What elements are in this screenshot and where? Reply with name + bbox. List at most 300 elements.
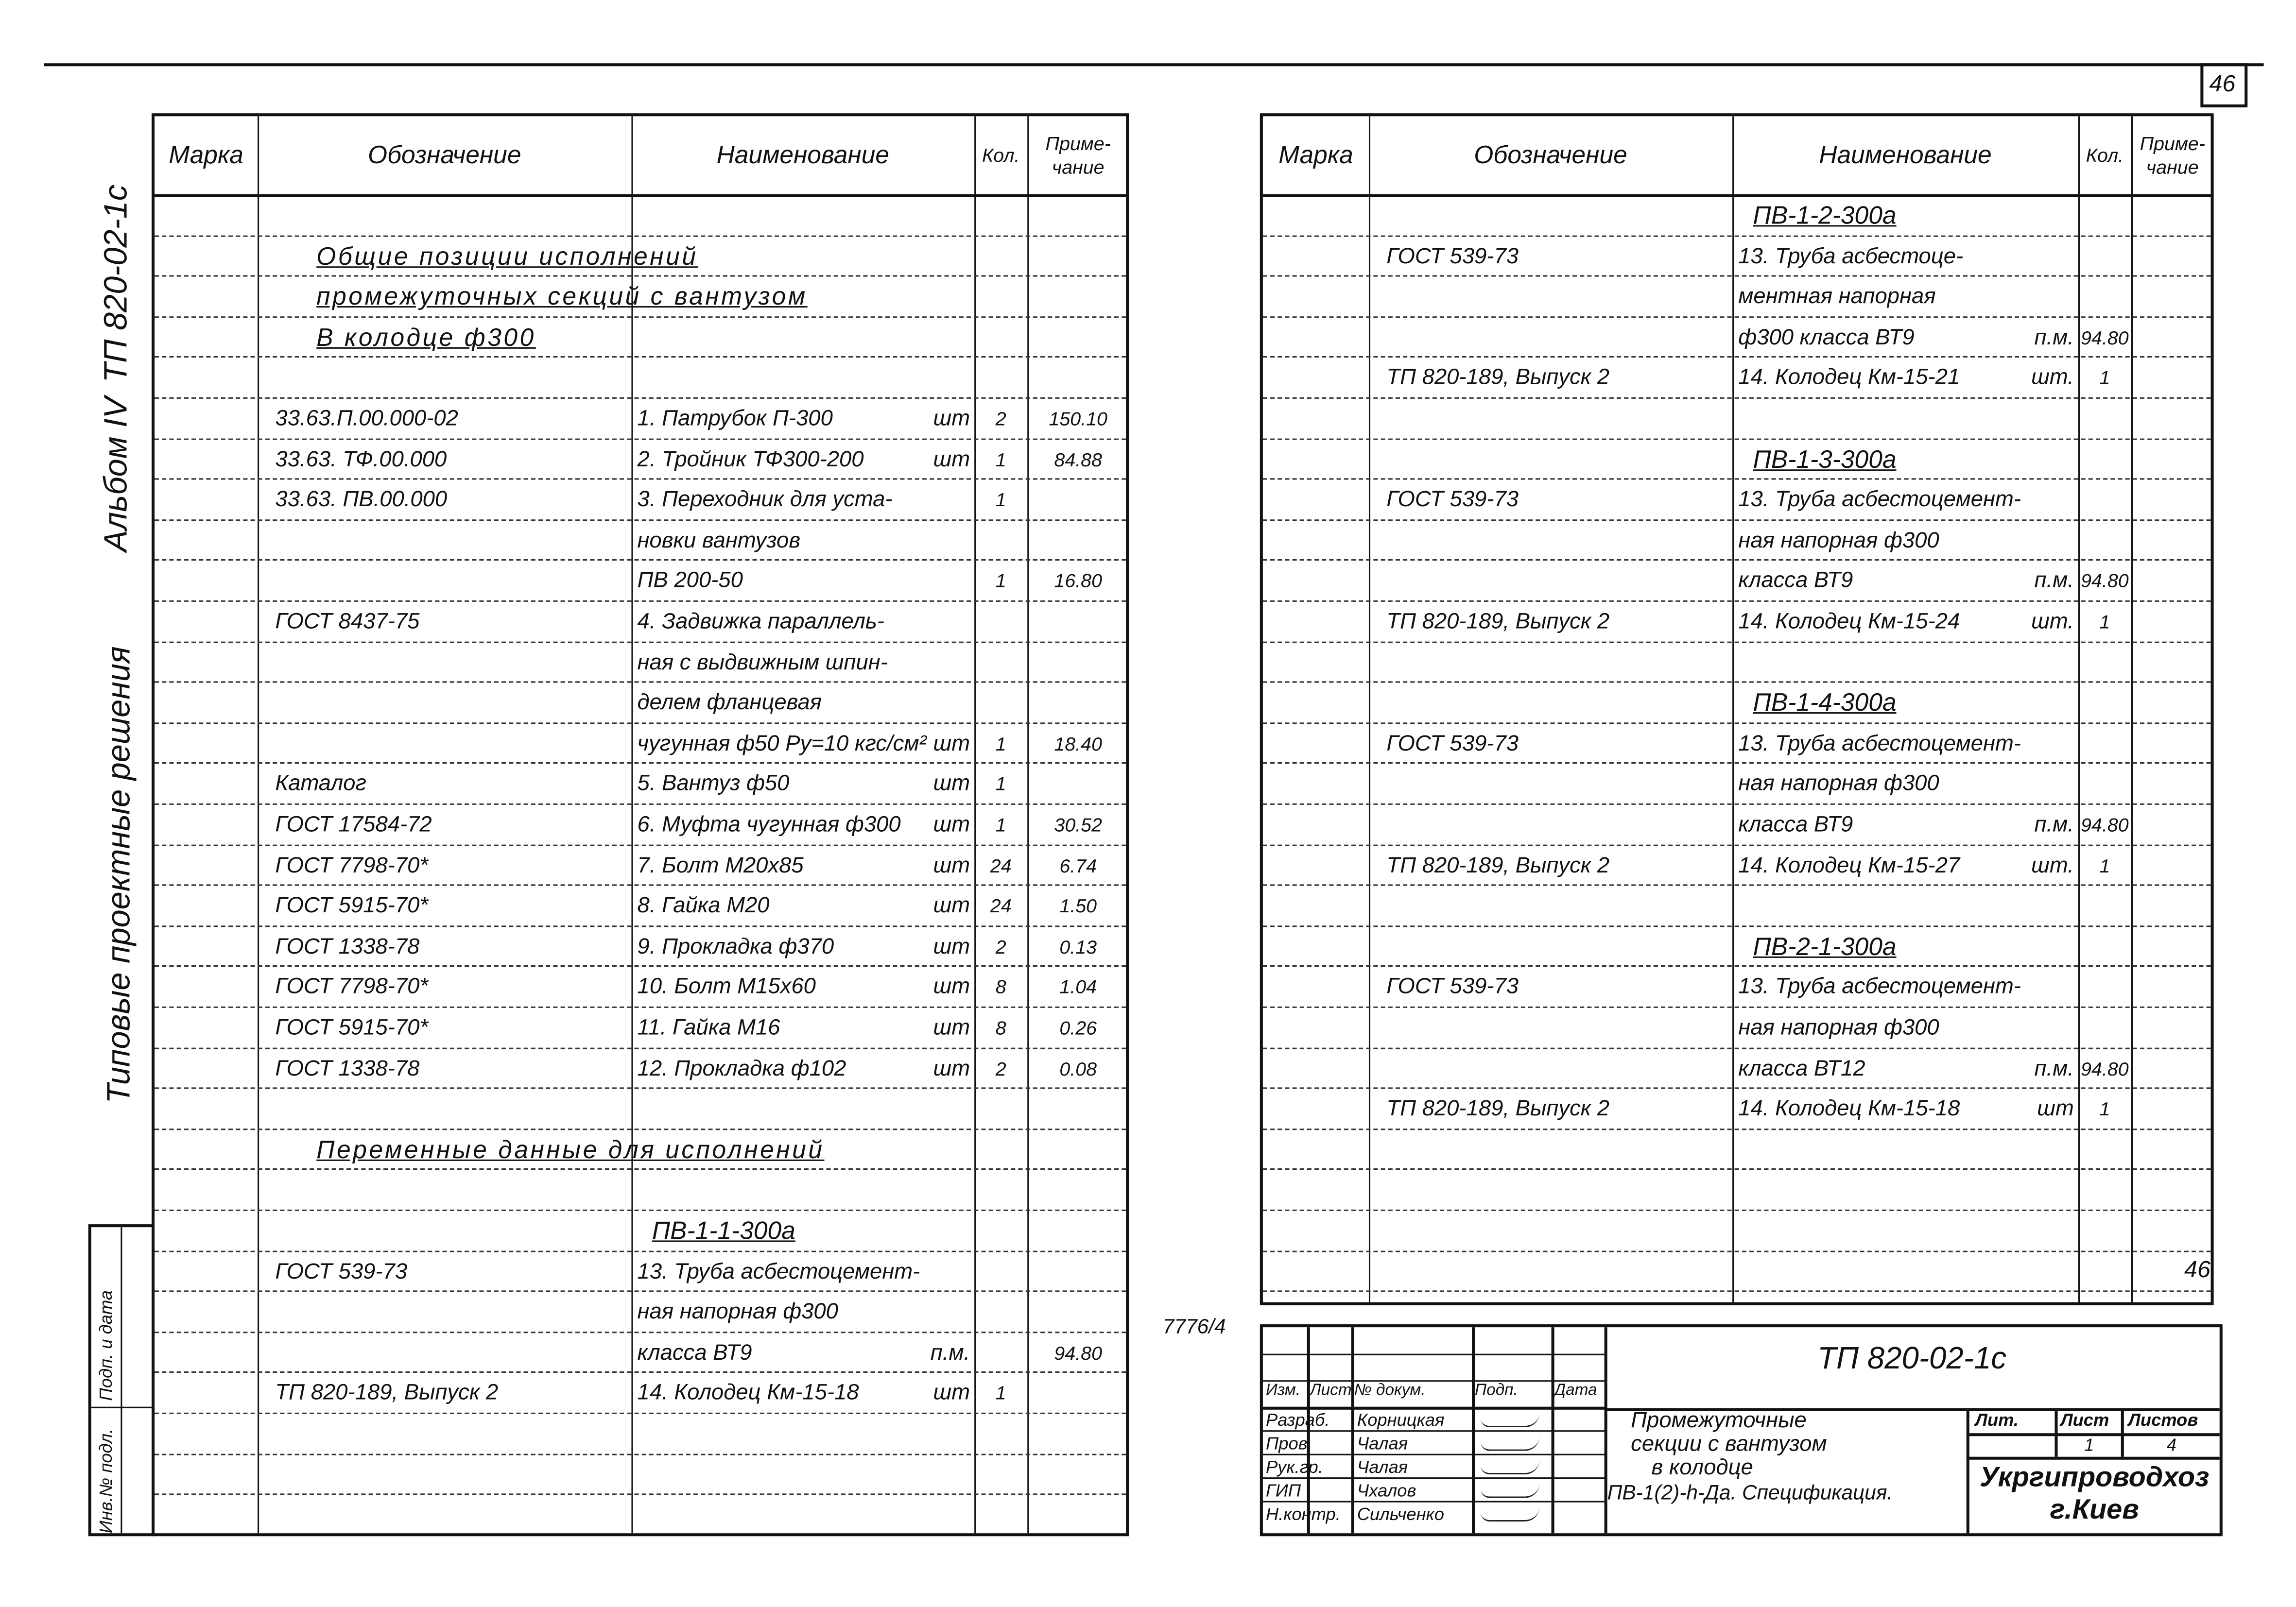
frame-top-line <box>44 63 2264 66</box>
cell-quantity: 94.80 <box>2081 814 2129 836</box>
signer-name: Чалая <box>1357 1456 1408 1478</box>
table-row <box>155 1453 1126 1495</box>
signer-role: Рук.гр. <box>1265 1456 1323 1478</box>
cell-quantity <box>2078 1250 2131 1291</box>
cell-quantity: 1 <box>995 773 1006 795</box>
sheets-label: Листов <box>2128 1409 2198 1431</box>
cell-note <box>1027 1413 1129 1453</box>
grid-divider <box>1263 1477 1605 1479</box>
grid-divider <box>1263 1454 1605 1455</box>
cell-name: 14. Колодец Км-15-27 <box>1738 853 1960 878</box>
title-line: в колодце <box>1651 1455 1753 1481</box>
table-row <box>155 519 1126 562</box>
grid-divider <box>1263 1354 1605 1355</box>
cell-designation: ГОСТ 539-73 <box>1386 974 1519 1000</box>
cell-unit <box>1732 275 2074 316</box>
cell-name: чугунная ф50 Ру=10 кгс/см² <box>637 731 927 756</box>
cell-note <box>2131 397 2214 438</box>
lit-label: Лит. <box>1975 1409 2019 1431</box>
cell-note <box>1027 519 1129 560</box>
cell-note <box>2131 275 2214 316</box>
grid-divider <box>1263 1501 1605 1503</box>
cell-unit <box>631 519 970 560</box>
table-row <box>155 235 1126 277</box>
table-header <box>155 116 1126 197</box>
cell-name: 13. Труба асбестоцемент- <box>1738 487 2021 513</box>
cell-name: ПВ-1-3-300а <box>1753 445 1897 474</box>
cell-unit: шт <box>933 771 970 797</box>
cell-note <box>2131 194 2214 235</box>
cell-quantity <box>2078 519 2131 560</box>
table-row <box>1263 1088 2211 1130</box>
cell-designation: ГОСТ 5915-70* <box>275 893 429 919</box>
sheet-value: 1 <box>2084 1435 2094 1455</box>
table-row <box>1263 1007 2211 1049</box>
section-heading: промежуточных секций с вантузом <box>316 283 808 311</box>
title-line: ПВ-1(2)-h-Да. Спецификация. <box>1607 1480 1893 1504</box>
cell-unit: шт <box>933 1381 970 1406</box>
cell-name: 13. Труба асбестоцемент- <box>1738 731 2021 756</box>
table-row <box>155 1169 1126 1211</box>
cell-note <box>1027 1088 1129 1128</box>
revision-col-header: № докум. <box>1354 1382 1426 1400</box>
table-row <box>155 438 1126 480</box>
table-header <box>1263 116 2211 197</box>
cell-unit <box>631 1291 970 1332</box>
table-row <box>1263 885 2211 927</box>
side-stamp-box <box>88 1224 155 1536</box>
cell-note: 150.10 <box>1049 408 1107 430</box>
table-row <box>1263 722 2211 765</box>
table-row <box>155 316 1126 359</box>
cell-quantity <box>974 1169 1027 1210</box>
cell-note <box>1027 600 1129 641</box>
cell-name: ная напорная ф300 <box>1738 1015 1939 1041</box>
table-row <box>155 844 1126 886</box>
org-name: Укргипроводхоз <box>1980 1462 2210 1494</box>
cell-designation: ТП 820-189, Выпуск 2 <box>275 1381 499 1406</box>
cell-unit: шт <box>933 1056 970 1081</box>
cell-designation: ГОСТ 17584-72 <box>275 812 432 838</box>
cell-note <box>2131 600 2214 641</box>
signature-mark <box>1481 1505 1539 1522</box>
table-row <box>1263 600 2211 643</box>
cell-quantity: 1 <box>995 732 1006 755</box>
cell-note <box>2131 316 2214 357</box>
cell-note <box>2131 1007 2214 1047</box>
signature-mark <box>1481 1482 1539 1498</box>
cell-name: ПВ 200-50 <box>637 568 743 594</box>
cell-quantity <box>2078 397 2131 438</box>
cell-unit <box>1732 722 2074 763</box>
page-number-box <box>2200 63 2247 107</box>
table-row <box>1263 275 2211 318</box>
cell-designation: 33.63. ПВ.00.000 <box>275 487 448 513</box>
organization <box>1969 1463 2220 1527</box>
cell-name: 9. Прокладка ф370 <box>637 934 834 959</box>
cell-quantity <box>974 600 1027 641</box>
cell-quantity: 94.80 <box>2081 326 2129 349</box>
cell-name: 13. Труба асбестоцемент- <box>637 1259 920 1284</box>
cell-quantity: 1 <box>2099 854 2110 877</box>
cell-quantity <box>974 194 1027 235</box>
signature-mark <box>1481 1435 1539 1451</box>
cell-quantity: 94.80 <box>2081 1057 2129 1080</box>
cell-name: ная с выдвижным шпин- <box>637 650 888 675</box>
cell-designation: ГОСТ 539-73 <box>275 1259 408 1284</box>
cell-note <box>2131 722 2214 763</box>
header-primechanie: Приме-чание <box>2140 132 2205 177</box>
table-row <box>1263 1169 2211 1211</box>
cell-name: 14. Колодец Км-15-21 <box>1738 365 1960 391</box>
cell-quantity: 1 <box>995 448 1006 471</box>
cell-quantity <box>2078 925 2131 966</box>
table-row <box>1263 316 2211 359</box>
table-row <box>1263 1047 2211 1089</box>
cell-quantity <box>974 1332 1027 1372</box>
cell-note <box>2131 1128 2214 1169</box>
table-row <box>155 682 1126 724</box>
table-row <box>155 397 1126 440</box>
cell-quantity <box>974 1413 1027 1453</box>
cell-designation: ГОСТ 1338-78 <box>275 934 420 959</box>
cell-quantity <box>2078 641 2131 682</box>
cell-name: 13. Труба асбестоце- <box>1738 243 1964 269</box>
table-row <box>1263 966 2211 1008</box>
header-marka: Марка <box>1278 140 1353 169</box>
cell-note <box>2131 1169 2214 1210</box>
cell-name: ная напорная ф300 <box>1738 528 1939 553</box>
cell-name: ПВ-2-1-300а <box>1753 932 1897 961</box>
sheets-value: 4 <box>2166 1435 2176 1455</box>
cell-designation: ГОСТ 5915-70* <box>275 1015 429 1041</box>
cell-name: 5. Вантуз ф50 <box>637 771 790 797</box>
cell-name: делем фланцевая <box>637 690 822 716</box>
sheet-label: Лист <box>2060 1409 2109 1431</box>
cell-unit: шт <box>933 446 970 472</box>
cell-unit: п.м. <box>2034 812 2074 838</box>
cell-unit: шт <box>933 853 970 878</box>
cell-quantity <box>974 682 1027 722</box>
cell-note <box>1027 1169 1129 1210</box>
cell-unit: шт <box>933 974 970 1000</box>
cell-quantity: 1 <box>995 570 1006 592</box>
cell-unit: п.м. <box>2034 1056 2074 1081</box>
signer-role: Н.контр. <box>1265 1504 1341 1525</box>
cell-quantity <box>2078 1169 2131 1210</box>
cell-unit <box>1732 235 2074 275</box>
cell-quantity <box>974 641 1027 682</box>
section-heading: В колодце ф300 <box>316 323 536 352</box>
cell-note <box>2131 925 2214 966</box>
table-row <box>155 1088 1126 1130</box>
cell-quantity <box>974 1210 1027 1250</box>
cell-note: 0.13 <box>1059 935 1097 958</box>
table-row <box>155 1332 1126 1374</box>
cell-name: 13. Труба асбестоцемент- <box>1738 974 2021 1000</box>
table-row <box>1263 357 2211 399</box>
cell-quantity <box>2078 682 2131 722</box>
cell-designation: ГОСТ 539-73 <box>1386 243 1519 269</box>
cell-name: ная напорная ф300 <box>1738 771 1939 797</box>
cell-unit: шт. <box>2031 365 2074 391</box>
cell-quantity <box>2078 966 2131 1007</box>
cell-note <box>2131 966 2214 1007</box>
cell-unit <box>631 560 970 600</box>
cell-designation: ГОСТ 539-73 <box>1386 731 1519 756</box>
revision-col-header: Дата <box>1554 1382 1597 1400</box>
cell-quantity <box>974 1088 1027 1128</box>
grid-divider <box>1263 1430 1605 1432</box>
cell-name: 14. Колодец Км-15-18 <box>637 1381 859 1406</box>
table-row <box>155 479 1126 521</box>
table-row <box>1263 641 2211 683</box>
table-row <box>155 1007 1126 1049</box>
cell-name: 6. Муфта чугунная ф300 <box>637 812 901 838</box>
cell-note <box>2131 235 2214 275</box>
cell-note <box>1027 357 1129 397</box>
cell-designation: ТП 820-189, Выпуск 2 <box>1386 609 1610 634</box>
cell-note <box>1027 1453 1129 1494</box>
cell-note <box>2131 560 2214 600</box>
cell-note: 84.88 <box>1054 448 1103 471</box>
cell-unit: п.м. <box>2034 568 2074 594</box>
cell-unit: шт <box>933 731 970 756</box>
cell-note <box>2131 1210 2214 1250</box>
title-line: Промежуточные <box>1631 1408 1807 1434</box>
cell-unit: шт. <box>2031 853 2074 878</box>
cell-quantity: 2 <box>995 935 1006 958</box>
table-row <box>155 1291 1126 1333</box>
cell-name: 7. Болт М20х85 <box>637 853 804 878</box>
revision-col-header: Лист <box>1310 1382 1352 1400</box>
table-row <box>155 275 1126 318</box>
cell-name: ментная напорная <box>1738 284 1936 309</box>
cell-quantity: 1 <box>995 814 1006 836</box>
cell-quantity <box>2078 1007 2131 1047</box>
stray-note: 7776/4 <box>1162 1314 1226 1338</box>
title-text <box>1607 1408 1893 1504</box>
cell-name: 1. Патрубок П-300 <box>637 406 833 431</box>
cell-name: 12. Прокладка ф102 <box>637 1056 846 1081</box>
table-row <box>1263 397 2211 440</box>
cell-name: ПВ-1-2-300а <box>1753 201 1897 230</box>
cell-note <box>1027 641 1129 682</box>
cell-quantity: 2 <box>995 408 1006 430</box>
cell-note <box>1027 1372 1129 1413</box>
table-row <box>1263 519 2211 562</box>
page-number: 46 <box>2209 72 2236 97</box>
cell-note: 6.74 <box>1059 854 1097 877</box>
cell-note <box>2131 438 2214 479</box>
cell-quantity <box>2078 1128 2131 1169</box>
cell-name: 11. Гайка М16 <box>637 1015 780 1041</box>
series-title: Типовые проектные решения <box>100 646 137 1104</box>
cell-note <box>2131 763 2214 804</box>
header-primechanie: Приме-чание <box>1045 132 1111 177</box>
cell-unit: шт <box>2037 1096 2074 1122</box>
signer-role: Разраб. <box>1265 1409 1330 1431</box>
cell-note <box>2131 479 2214 519</box>
cell-name: класса ВТ9 <box>637 1340 752 1366</box>
cell-name: 2. Тройник ТФ300-200 <box>637 446 864 472</box>
cell-quantity <box>2078 194 2131 235</box>
cell-note <box>1027 682 1129 722</box>
signer-name: Чалая <box>1357 1433 1408 1454</box>
cell-unit <box>631 1250 970 1291</box>
cell-note <box>2131 804 2214 844</box>
cell-designation: 33.63.П.00.000-02 <box>275 406 458 431</box>
section-heading: Переменные данные для исполнений <box>316 1135 825 1164</box>
cell-name: 8. Гайка М20 <box>637 893 770 919</box>
cell-unit <box>1732 966 2074 1007</box>
cell-quantity <box>974 1291 1027 1332</box>
cell-unit: п.м. <box>2034 325 2074 350</box>
table-row <box>155 1372 1126 1414</box>
cell-note <box>1027 194 1129 235</box>
cell-name: 4. Задвижка параллель- <box>637 609 884 634</box>
table-row <box>1263 1210 2211 1252</box>
table-row <box>155 641 1126 683</box>
table-row <box>155 966 1126 1008</box>
cell-designation: ГОСТ 7798-70* <box>275 853 429 878</box>
table-row <box>155 763 1126 805</box>
cell-name: класса ВТ12 <box>1738 1056 1865 1081</box>
cell-name: ная напорная ф300 <box>637 1299 838 1325</box>
cell-quantity <box>2078 438 2131 479</box>
cell-note <box>2131 1047 2214 1088</box>
cell-unit: шт <box>933 1015 970 1041</box>
cell-name: класса ВТ9 <box>1738 812 1853 838</box>
cell-note <box>1027 1291 1129 1332</box>
revision-grid <box>1263 1327 1605 1533</box>
header-kol: Кол. <box>982 143 1020 166</box>
cell-quantity: 94.80 <box>2081 570 2129 592</box>
table-row <box>1263 1250 2211 1292</box>
cell-note: 16.80 <box>1054 570 1103 592</box>
table-row <box>1263 235 2211 277</box>
cell-note: 30.52 <box>1054 814 1103 836</box>
org-city: г.Киев <box>2050 1495 2139 1526</box>
cell-quantity <box>2078 275 2131 316</box>
cell-name: класса ВТ9 <box>1738 568 1853 594</box>
album-label: Альбом IV <box>97 397 134 552</box>
cell-note <box>2131 844 2214 885</box>
table-row <box>155 357 1126 399</box>
table-row <box>1263 804 2211 846</box>
cell-unit: п.м. <box>930 1340 970 1366</box>
cell-designation: ТП 820-189, Выпуск 2 <box>1386 365 1610 391</box>
side-doc-code: ТП 820-02-1с <box>97 184 134 383</box>
cell-unit <box>1732 519 2074 560</box>
cell-name: 14. Колодец Км-15-24 <box>1738 609 1960 634</box>
cell-note <box>2131 357 2214 397</box>
cell-unit: шт <box>933 934 970 959</box>
header-marka: Марка <box>169 140 243 169</box>
cell-designation: ТП 820-189, Выпуск 2 <box>1386 1096 1610 1122</box>
signer-name: Корницкая <box>1357 1409 1445 1431</box>
header-kol: Кол. <box>2086 143 2124 166</box>
cell-note <box>1027 763 1129 804</box>
cell-quantity <box>2078 235 2131 275</box>
cell-note <box>2131 1088 2214 1128</box>
table-row <box>1263 1128 2211 1171</box>
cell-quantity <box>2078 479 2131 519</box>
cell-note: 94.80 <box>1054 1341 1103 1364</box>
right-spec-table <box>1260 113 2214 1305</box>
left-spec-table <box>152 113 1129 1536</box>
signer-name: Сильченко <box>1357 1504 1445 1525</box>
cell-quantity <box>2078 763 2131 804</box>
cell-designation: ТП 820-189, Выпуск 2 <box>1386 853 1610 878</box>
cell-name: 14. Колодец Км-15-18 <box>1738 1096 1960 1122</box>
cell-unit: шт <box>933 812 970 838</box>
table-row <box>1263 438 2211 480</box>
cell-note: 1.04 <box>1059 976 1097 998</box>
header-oboznachenie: Обозначение <box>1474 140 1627 169</box>
cell-name: 3. Переходник для уста- <box>637 487 893 513</box>
cell-note <box>2131 682 2214 722</box>
title-block <box>1260 1324 2223 1536</box>
table-row <box>155 1210 1126 1252</box>
table-row <box>1263 844 2211 886</box>
inv-label: Инв.№ подл. <box>95 1428 117 1534</box>
cell-note <box>1027 1210 1129 1250</box>
table-row <box>155 1047 1126 1089</box>
cell-note <box>2131 641 2214 682</box>
table-row <box>155 1250 1126 1292</box>
cell-unit: шт <box>933 406 970 431</box>
page-number-bottom: 46 <box>2184 1258 2210 1283</box>
cell-quantity: 1 <box>995 1382 1006 1404</box>
cell-quantity: 8 <box>995 976 1006 998</box>
cell-quantity <box>974 1453 1027 1494</box>
cell-unit: шт. <box>2031 609 2074 634</box>
revision-col-header: Изм. <box>1265 1382 1301 1400</box>
signature-mark <box>1481 1458 1539 1474</box>
cell-quantity: 24 <box>990 854 1012 877</box>
cell-note <box>2131 519 2214 560</box>
cell-unit: шт <box>933 893 970 919</box>
table-row <box>155 885 1126 927</box>
cell-note: 18.40 <box>1054 732 1103 755</box>
cell-name: новки вантузов <box>637 528 801 553</box>
cell-quantity: 24 <box>990 895 1012 917</box>
signer-role: ГИП <box>1265 1480 1301 1501</box>
revision-col-header: Подп. <box>1475 1382 1518 1400</box>
cell-unit <box>1732 763 2074 804</box>
cell-name: ПВ-1-1-300а <box>652 1216 795 1245</box>
table-row <box>155 1128 1126 1171</box>
cell-quantity: 8 <box>995 1017 1006 1039</box>
cell-quantity <box>2078 1210 2131 1250</box>
cell-unit <box>1732 479 2074 519</box>
cell-name: 10. Болт М15х60 <box>637 974 816 1000</box>
table-row <box>155 804 1126 846</box>
cell-quantity <box>974 1250 1027 1291</box>
header-naimenovanie: Наименование <box>1819 140 1992 169</box>
table-row <box>155 194 1126 237</box>
cell-note <box>2131 885 2214 925</box>
table-row <box>155 722 1126 765</box>
cell-designation: ГОСТ 8437-75 <box>275 609 420 634</box>
cell-quantity <box>2078 885 2131 925</box>
title-line: секции с вантузом <box>1631 1432 1827 1457</box>
cell-note <box>1027 479 1129 519</box>
table-row <box>1263 682 2211 724</box>
signature-mark <box>1481 1411 1539 1427</box>
cell-unit <box>631 682 970 722</box>
